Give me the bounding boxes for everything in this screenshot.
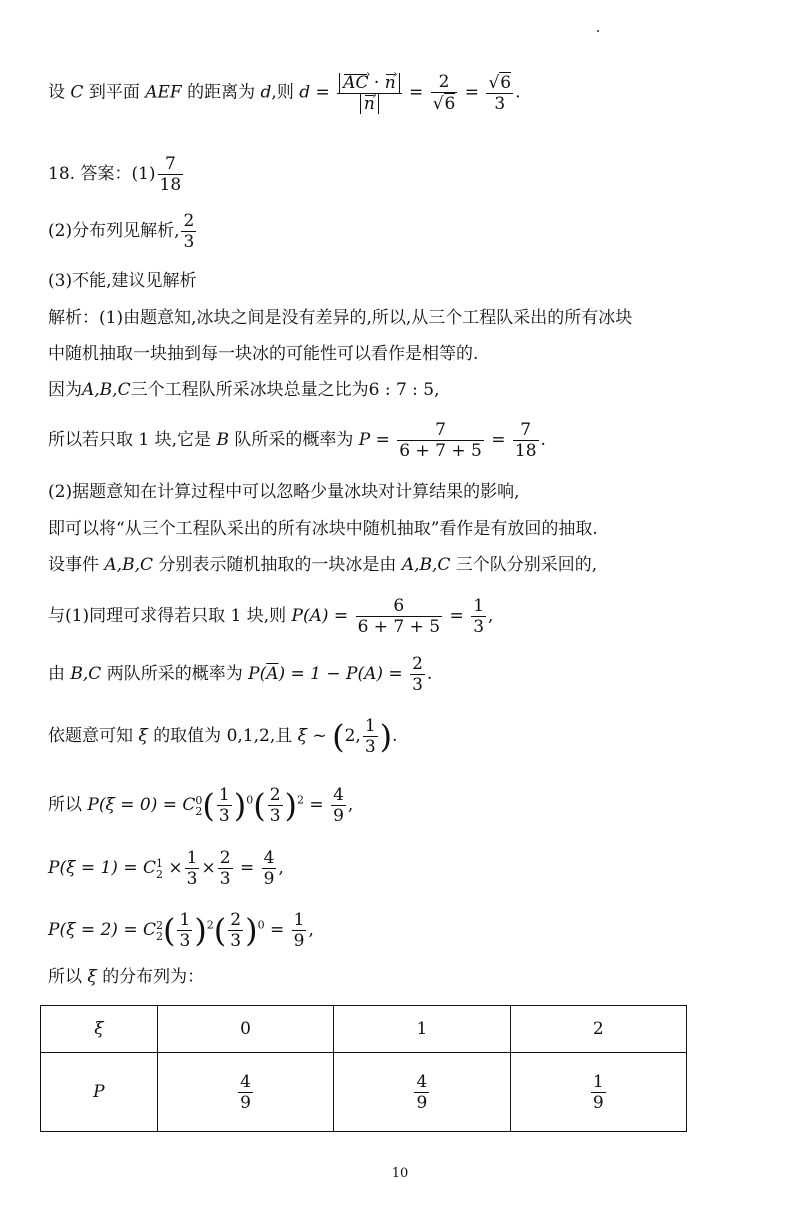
table-row-label: P [41,1053,158,1132]
paren: ( [332,717,345,756]
fraction [218,848,233,889]
denominator: 3 [218,806,230,826]
var: A,B,C [401,555,451,575]
text: 分别表示随机抽取的一块冰是由 [158,555,397,575]
fraction [397,420,484,461]
text: . [515,82,521,103]
table-cell [157,1053,333,1132]
analysis-line-11: 所以 P(ξ = 0) = C 0 2 ( $\frac{1}{3}$ )$^0$( $\frac{2}{3}$ )$^2$ = $\frac{4}{9}$ , [48,785,354,826]
numerator: 1 [186,848,198,868]
text: 依题意可知 [48,726,133,746]
numerator: 4 [333,785,344,805]
text: 设 [48,82,65,103]
analysis-line-12 [48,848,284,889]
formula: ξ ~ [297,726,327,746]
var-xi: ξ [87,967,97,987]
table-header-cell: 1 [334,1006,510,1053]
fraction [292,910,307,951]
equals: = [409,82,424,103]
text: 的取值为 0,1,2,且 [153,726,293,746]
text: 所以 [48,967,82,987]
formula-lhs: P = [358,430,390,450]
vector-n: n › [385,73,396,93]
numerator: 2 [230,910,242,930]
text: (1) [131,164,156,184]
numerator: 2 [269,785,281,805]
table-header-cell: ξ [41,1006,158,1053]
sup: 1 [156,856,163,870]
denominator: 3 [183,232,195,252]
denominator: 3 [494,94,506,114]
text: ,则 [271,82,294,103]
text: 2, [344,726,361,746]
text: , [347,795,354,815]
vector-ac: AC › [343,73,368,93]
fraction [217,785,232,826]
table-header-cell: 0 [157,1006,333,1053]
exponent: 2 [206,918,214,932]
denominator: 3 [412,675,423,695]
var: B [216,430,229,450]
analysis-line-4 [48,420,546,461]
numerator: 2 [431,72,458,93]
formula: ) = 1 − P(A) = [278,664,403,684]
vector-n: n › [364,94,375,114]
fraction [356,596,443,637]
table-cell [510,1053,686,1132]
distribution-table [40,1005,687,1132]
denominator: 18 [514,441,537,461]
numerator: 1 [179,910,191,930]
text: . [392,726,398,746]
text: 因为 [48,380,82,400]
analysis-line-7 [48,553,597,577]
text: (3)不能,建议见解析 [48,271,197,291]
distance-formula-line [48,72,521,114]
sub: 2 [156,929,163,943]
var: A,B,C [104,555,153,575]
times: × [201,858,216,878]
numerator: 2 [219,848,231,868]
table-header-row [41,1006,687,1053]
denominator: 9 [333,806,344,826]
numerator: 1 [473,596,485,616]
numerator: 1 [364,716,376,736]
text: 两队所采的概率为 [106,664,243,684]
text: (2)分布列见解析, [48,221,180,241]
sup: 2 [156,918,163,932]
denominator: 9 [263,869,275,889]
text: . [426,664,433,684]
analysis-line-9 [48,654,432,695]
equals: = [270,920,285,940]
formula-lhs: d = [299,82,330,103]
scan-speck [597,30,599,32]
text: , [308,920,314,940]
denominator: 6 + 7 + 5 [399,441,482,461]
numerator: 2 [183,211,195,231]
text: 所以 [48,795,82,815]
analysis-line-2: 中随机抽取一块抽到每一块冰的可能性可以看作是相等的. [48,344,479,364]
var-complement: $\overline{A}$ [266,664,279,684]
var: AEF [145,82,182,103]
denominator: 3 [364,737,376,757]
q18-part2-line [48,211,198,252]
denominator: 3 [219,869,231,889]
denominator: 3 [179,931,191,951]
fraction [268,785,283,826]
analysis-line-10 [48,716,398,757]
text: . [540,430,546,450]
fraction [158,154,184,195]
text: , [488,606,494,626]
exponent: 2 [297,793,304,807]
sub: 2 [195,804,203,818]
fraction: $\frac{√6}{3}$ [488,73,512,114]
denominator: 9 [416,1092,428,1113]
analysis-line-5: (2)据题意知在计算过程中可以忽略少量冰块对计算结果的影响, [48,482,520,502]
table-cell [334,1053,510,1132]
sup: 0 [195,793,203,807]
numerator: 1 [592,1071,604,1092]
text: 由 [48,664,65,684]
equals: = [491,430,506,450]
ratio: 6 : 7 : 5 [368,380,435,400]
numerator: 7 [158,154,184,175]
denominator: 6 [444,94,456,114]
paren: ) [379,717,393,756]
exponent: 0 [257,918,265,932]
text: 三个队分别采回的, [455,555,598,575]
formula: P(ξ = 1) = C [48,858,156,878]
analysis-line-14 [48,965,204,989]
distance-fraction [337,73,401,114]
denominator: 3 [473,617,485,637]
text: , [434,380,440,400]
denominator: 9 [240,1092,251,1113]
numerator: 1 [293,910,305,930]
fraction [410,654,425,695]
fraction [471,596,486,637]
formula: P(ξ = 0) = C [87,795,196,815]
analysis-line-8 [48,596,493,637]
text: 的分布列为： [102,967,205,987]
formula: P(ξ = 2) = C [48,920,156,940]
var: C [70,82,84,103]
equals: = [309,795,324,815]
fraction [228,910,243,951]
equals: = [464,82,480,103]
fraction [177,910,192,951]
equals: = [239,858,255,878]
fraction [363,716,378,757]
formula: P( [248,664,267,684]
fraction: $\frac{2}{√6}$ [432,72,456,114]
denominator: 3 [186,869,198,889]
numerator: 2 [412,654,423,674]
denominator: 9 [592,1092,604,1113]
numerator: 6 [356,596,443,617]
denominator: 3 [230,931,242,951]
table-row [41,1053,687,1132]
analysis-line-3 [48,378,440,402]
var-xi: ξ [138,726,148,746]
question-label: 18. 答案： [48,164,132,184]
equals: = [449,606,464,626]
fraction [331,785,346,826]
var: B,C [70,664,102,684]
sub: 2 [156,867,163,881]
text: 到平面 [88,82,140,103]
numerator: 4 [240,1071,251,1092]
denominator: 18 [159,175,182,195]
analysis-line-13: P(ξ = 2) = C 2 2 ( $\frac{1}{3}$ )$^2$( $\frac{2}{3}$ )$^0$ = $\frac{1}{9}$ , [48,910,314,951]
denominator: 6 + 7 + 5 [357,617,441,637]
fraction [185,848,200,889]
exponent: 0 [246,793,254,807]
fraction [513,420,539,461]
dot-op: · [368,72,385,93]
fraction [262,848,277,889]
numerator: 6 [500,73,512,93]
text: 的距离为 [187,82,256,103]
text: 设事件 [48,555,99,575]
var: A,B,C [82,380,131,400]
text: 所以若只取 1 块,它是 [48,430,212,450]
times: × [168,858,183,878]
numerator: 1 [218,785,230,805]
numerator: 4 [263,848,275,868]
formula-lhs: P(A) = [291,606,349,626]
analysis-line-1: 解析：(1)由题意知,冰块之间是没有差异的,所以,从三个工程队采出的所有冰块 [48,308,633,328]
analysis-line-6: 即可以将“从三个工程队采出的所有冰块中随机抽取”看作是有放回的抽取. [48,519,598,539]
page-number: 10 [391,1166,409,1181]
text: , [278,858,284,878]
q18-answer-line [48,154,185,195]
numerator: 4 [416,1071,428,1092]
text: 与(1)同理可求得若只取 1 块,则 [48,606,287,626]
var: d [260,82,272,103]
fraction [181,211,196,252]
denominator: 9 [293,931,305,951]
numerator: 7 [513,420,539,441]
text: 三个工程队所采冰块总量之比为 [130,380,369,400]
denominator: 3 [269,806,281,826]
q18-part3-line [48,269,196,293]
numerator: 7 [397,420,484,441]
table-header-cell: 2 [510,1006,686,1053]
text: 队所采的概率为 [234,430,354,450]
